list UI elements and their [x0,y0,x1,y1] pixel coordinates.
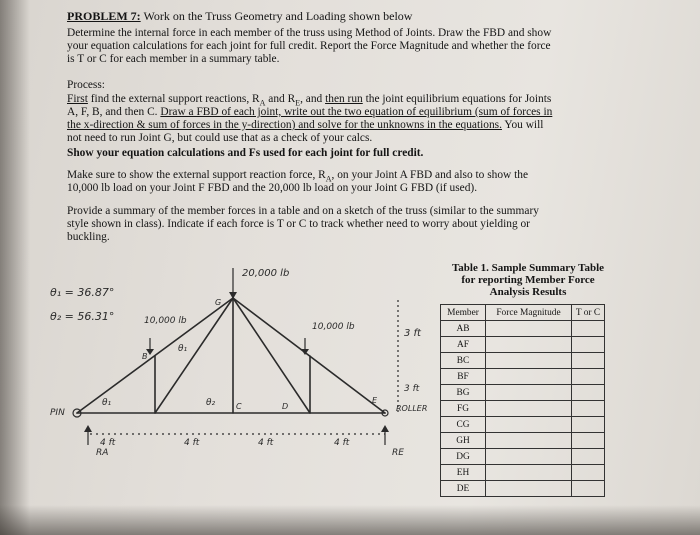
t-or-c-cell [572,481,605,497]
re-label: RE [392,448,404,458]
intro-line-3: is T or C for each member in a summary table. [67,53,280,65]
member-name-cell: BG [441,385,486,401]
joint-e-label: E [372,396,378,405]
force-magnitude-cell [486,385,572,401]
process-heading: Process: [67,79,105,91]
pl1-sub-a: A [259,98,266,108]
member-name-cell: CG [441,417,486,433]
table-header-row [441,305,605,321]
t-or-c-cell [572,337,605,353]
arrowhead-ra [84,425,92,432]
pl3-a: the x-direction & sum of forces in the y-direction) and solve for the unknowns in the equations. [67,119,502,131]
table-row [441,337,605,353]
p2-a: Make sure to show the external support reaction force, R [67,169,326,181]
joint-d-label: D [282,402,289,411]
p2-b: , on your Joint A FBD and also to show the [331,169,529,181]
t-or-c-cell [572,465,605,481]
force-magnitude-cell [486,401,572,417]
pl3-b: You will [501,119,544,131]
diagonal-dg [233,298,310,413]
load-top-label: 20,000 lb [242,268,290,279]
p2-sub: A [325,174,332,184]
dim-right-bot: 3 ft [404,384,420,394]
page-shadow-bottom [0,505,700,535]
table-row [441,433,605,449]
bold-instruction: Show your equation calculations and Fs used for each joint for full credit. [67,147,424,159]
member-name-cell: BF [441,369,486,385]
pl2-a: A, F, B, and then C. [67,106,161,118]
table-row [441,353,605,369]
angle-mark-1: θ₁ [178,344,188,354]
t-or-c-cell [572,433,605,449]
header-member: Member [441,305,486,321]
force-magnitude-cell [486,465,572,481]
force-magnitude-cell [486,481,572,497]
table-row [441,449,605,465]
pl1-b: and R [265,93,296,105]
span-1: 4 ft [100,438,116,448]
first-word: First [67,93,88,105]
process-line-4: not need to run Joint G, but could use that as a check of your calcs. [67,132,373,144]
t-or-c-cell [572,449,605,465]
pl1-then-run: then run [325,93,363,105]
summary-table [440,304,605,497]
table-row [441,481,605,497]
table-caption [436,262,620,298]
joint-g-label: G [215,298,222,307]
force-magnitude-cell [486,353,572,369]
t-or-c-cell [572,385,605,401]
table-row [441,369,605,385]
t-or-c-cell [572,353,605,369]
member-name-cell: FG [441,401,486,417]
header-force: Force Magnitude [486,305,572,321]
intro-line-1: Determine the internal force in each member of the truss using Method of Joints. Draw the FBD and show [67,27,552,39]
load-left-label: 10,000 lb [144,316,187,326]
angle-mark-3: θ₂ [206,398,216,408]
t-or-c-cell [572,321,605,337]
ra-label: RA [96,448,109,458]
member-name-cell: BC [441,353,486,369]
t-or-c-cell [572,369,605,385]
caption-line-2: for reporting Member Force [461,274,595,286]
para3-line-2: style shown in class). Indicate if each force is T or C to track whether need to worry about yielding or [67,218,530,230]
arrowhead-top [229,292,237,299]
angle-mark-2: θ₁ [102,398,112,408]
force-magnitude-cell [486,321,572,337]
pl2-b: Draw a FBD of each joint, write out the two equation of equilibrium (sum of forces in [160,106,553,118]
header-torc: T or C [572,305,605,321]
member-name-cell: EH [441,465,486,481]
right-top-chord [233,298,385,413]
para3-line-1: Provide a summary of the member forces in a table and on a sketch of the truss (similar to the summary [67,205,539,217]
force-magnitude-cell [486,337,572,353]
force-magnitude-cell [486,369,572,385]
member-name-cell: AF [441,337,486,353]
truss-members [77,298,385,413]
joint-c-label: C [236,402,242,411]
caption-line-1: Table 1. Sample Summary Table [451,262,605,274]
force-magnitude-cell [486,449,572,465]
force-magnitude-cell [486,417,572,433]
member-name-cell: GH [441,433,486,449]
intro-line-2: your equation calculations for each joint for full credit. Report the Force Magnitude and whether the force [67,40,551,52]
span-3: 4 ft [258,438,274,448]
pl1-a: find the external support reactions, R [87,93,260,105]
title-label: PROBLEM 7: [67,9,141,23]
title-text: Work on the Truss Geometry and Loading shown below [140,9,413,23]
roller-label: ROLLER [396,404,428,413]
span-2: 4 ft [184,438,200,448]
table-row [441,417,605,433]
pin-label: PIN [50,408,65,418]
table-row [441,401,605,417]
pl1-sub-e: E [295,98,301,108]
dim-right-top: 3 ft [404,328,421,339]
joint-b-label: B [142,352,148,361]
para3-line-3: buckling. [67,231,110,243]
table-row [441,465,605,481]
arrowheads [84,292,389,432]
member-name-cell: DE [441,481,486,497]
para2-line-2: 10,000 lb load on your Joint F FBD and the 20,000 lb load on your Joint G FBD (if used). [67,182,478,194]
t-or-c-cell [572,417,605,433]
load-mid-label: 10,000 lb [312,322,355,332]
span-4: 4 ft [334,438,350,448]
t-or-c-cell [572,401,605,417]
pl1-d: the joint equilibrium equations for Joints [362,93,552,105]
theta1-note: θ₁ = 36.87° [50,286,115,299]
member-name-cell: AB [441,321,486,337]
force-magnitude-cell [486,433,572,449]
table-row [441,321,605,337]
caption-line-3: Analysis Results [489,286,567,298]
table-row [441,385,605,401]
member-name-cell: DG [441,449,486,465]
theta2-note: θ₂ = 56.31° [50,310,115,323]
arrowhead-re [381,425,389,432]
member-rows [441,321,605,497]
pl1-c: , and [300,93,326,105]
